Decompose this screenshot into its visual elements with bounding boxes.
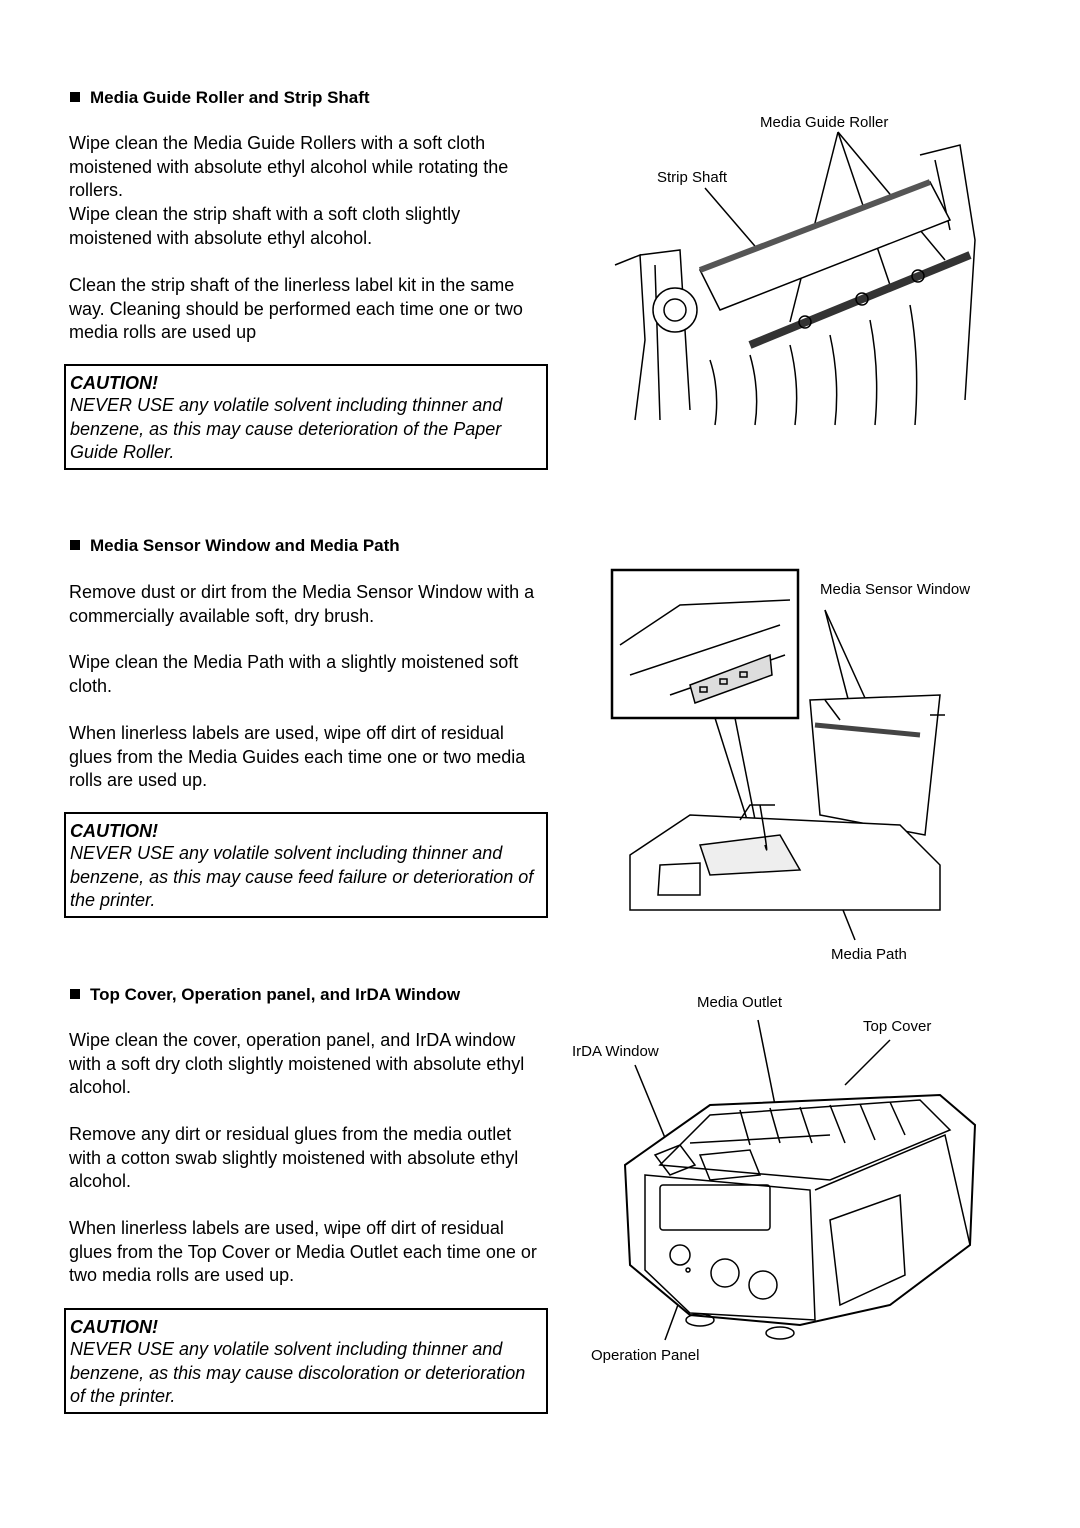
square-bullet-icon [70, 92, 80, 102]
media-sensor-illustration [600, 565, 1000, 925]
section-heading-media-guide-roller: Media Guide Roller and Strip Shaft [70, 88, 370, 108]
label-irda-window: IrDA Window [572, 1043, 659, 1060]
section-heading-top-cover: Top Cover, Operation panel, and IrDA Window [70, 985, 460, 1005]
paragraph: When linerless labels are used, wipe off dirt of residual glues from the Media Guides each time one or two media rolls are used up. [69, 723, 526, 790]
label-operation-panel: Operation Panel [591, 1347, 700, 1364]
paragraph: Remove dust or dirt from the Media Sensor Window with a commercially available soft, dry brush. [69, 582, 535, 626]
printer-illustration [600, 1015, 990, 1345]
paragraph: Wipe clean the cover, operation panel, and IrDA window with a soft dry cloth slightly moistened with absolute ethyl alcohol. [69, 1030, 525, 1097]
paragraph: When linerless labels are used, wipe off dirt of residual glues from the Top Cover or Media Outlet each time one or two media rolls are used up. [69, 1218, 537, 1285]
caution-title: CAUTION! [70, 821, 158, 841]
label-media-guide-roller: Media Guide Roller [760, 114, 889, 131]
caution-text: NEVER USE any volatile solvent including thinner and benzene, as this may cause deterioration of the Paper Guide Roller. [70, 395, 503, 462]
paragraph: Wipe clean the Media Guide Rollers with a soft cloth moistened with absolute ethyl alcohol while rotating the rollers. [69, 133, 509, 200]
paragraph: Clean the strip shaft of the linerless label kit in the same way. Cleaning should be performed each time one or two media rolls are used up [69, 275, 523, 342]
paragraph: Remove any dirt or residual glues from the media outlet with a cotton swab slightly moistened with absolute ethyl alcohol. [69, 1124, 519, 1191]
caution-text: NEVER USE any volatile solvent including thinner and benzene, as this may cause feed failure or deterioration of the printer. [70, 843, 534, 910]
square-bullet-icon [70, 989, 80, 999]
caution-box [64, 364, 548, 470]
caution-box [64, 1308, 548, 1414]
caution-title: CAUTION! [70, 1317, 158, 1337]
paragraph: Wipe clean the Media Path with a slightly moistened soft cloth. [69, 652, 519, 696]
label-strip-shaft: Strip Shaft [657, 169, 728, 186]
section-heading-media-sensor: Media Sensor Window and Media Path [70, 536, 400, 556]
label-top-cover: Top Cover [863, 1018, 932, 1035]
paragraph: Wipe clean the strip shaft with a soft cloth slightly moistened with absolute ethyl alcohol. [69, 204, 461, 248]
caution-text: NEVER USE any volatile solvent including thinner and benzene, as this may cause discoloration or deterioration of the printer. [70, 1339, 526, 1406]
label-media-outlet: Media Outlet [697, 994, 783, 1011]
roller-illustration [600, 110, 1000, 430]
label-media-path: Media Path [831, 946, 907, 963]
caution-title: CAUTION! [70, 373, 158, 393]
label-media-sensor-window: Media Sensor Window [820, 581, 971, 598]
square-bullet-icon [70, 540, 80, 550]
caution-box [64, 812, 548, 918]
